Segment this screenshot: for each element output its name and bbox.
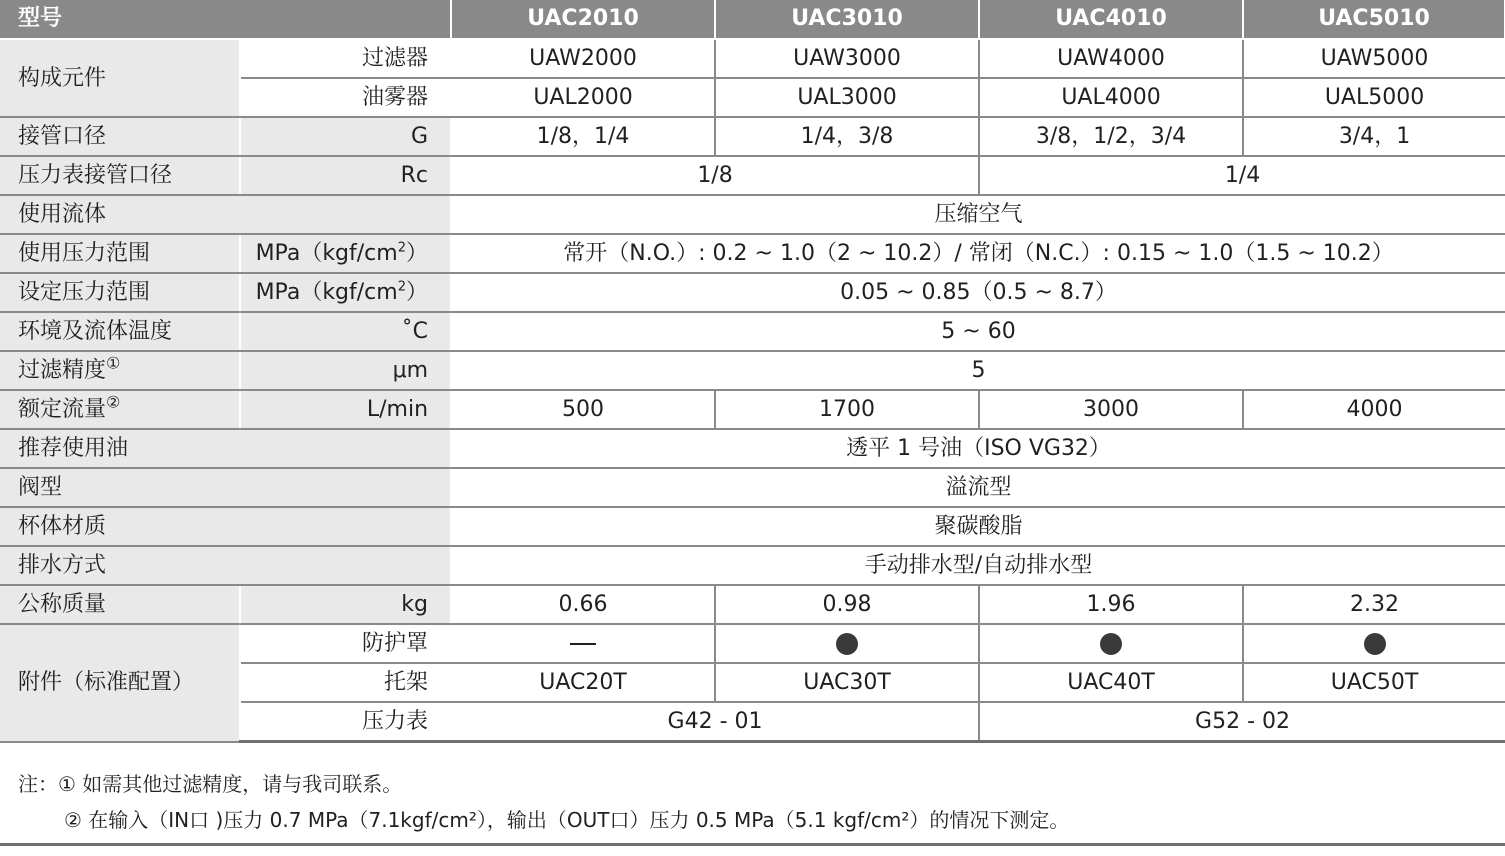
filter-sub-label: 过滤器 — [240, 39, 451, 78]
filter-value: UAW2000 — [451, 39, 715, 78]
gauge-value: G42 - 01 — [451, 702, 979, 742]
fluid-row — [0, 195, 1505, 234]
unit-tail: ） — [406, 280, 429, 305]
port-value: 3/4，1 — [1243, 117, 1505, 156]
model-label: 型号 — [0, 0, 451, 39]
bowl-row — [0, 507, 1505, 546]
temperature-value: 5 ~ 60 — [451, 312, 1505, 351]
oil-label: 推荐使用油 — [0, 429, 451, 468]
weight-value: 0.98 — [715, 585, 979, 624]
unit-superscript: 2 — [397, 279, 406, 295]
weight-row — [0, 585, 1505, 624]
gauge-port-row — [0, 156, 1505, 195]
flow-value: 4000 — [1243, 390, 1505, 429]
valve-label: 阀型 — [0, 468, 451, 507]
lubricator-value: UAL4000 — [979, 78, 1243, 117]
filter-value: UAW5000 — [1243, 39, 1505, 78]
weight-unit: kg — [240, 585, 451, 624]
set-pressure-label: 设定压力范围 — [0, 273, 240, 312]
model-uac5010: UAC5010 — [1243, 0, 1505, 39]
port-label: 接管口径 — [0, 117, 240, 156]
filtration-unit: μm — [240, 351, 451, 390]
flow-unit: L/min — [240, 390, 451, 429]
guard-value — [715, 624, 979, 663]
components-filter-row — [0, 39, 1505, 78]
lubricator-sub-label: 油雾器 — [240, 78, 451, 117]
note-mark-2: ② — [106, 392, 121, 412]
bracket-value: UAC20T — [451, 663, 715, 702]
accessory-guard-row — [0, 624, 1505, 663]
flow-value: 500 — [451, 390, 715, 429]
unit-text: MPa（kgf/cm — [255, 280, 398, 305]
weight-value: 1.96 — [979, 585, 1243, 624]
accessories-label: 附件（标准配置） — [0, 624, 240, 742]
guard-sub-label: 防护罩 — [240, 624, 451, 663]
valve-value: 溢流型 — [451, 468, 1505, 507]
pressure-range-value: 常开（N.O.）: 0.2 ~ 1.0（2 ~ 10.2）/ 常闭（N.C.）: 0.15 ~ 1.0（1.5 ~ 10.2） — [451, 234, 1505, 273]
weight-value: 0.66 — [451, 585, 715, 624]
model-uac3010: UAC3010 — [715, 0, 979, 39]
unit-tail: ） — [406, 241, 429, 266]
drain-label: 排水方式 — [0, 546, 451, 585]
footnote-1: 注：① 如需其他过滤精度，请与我司联系。 — [18, 772, 403, 796]
filter-value: UAW3000 — [715, 39, 979, 78]
drain-row — [0, 546, 1505, 585]
port-unit: G — [240, 117, 451, 156]
gauge-port-value: 1/8 — [451, 156, 979, 195]
included-dot-icon — [1364, 633, 1386, 655]
guard-value — [451, 624, 715, 663]
bottom-divider — [0, 843, 1505, 846]
gauge-port-unit: Rc — [240, 156, 451, 195]
port-value: 3/8，1/2，3/4 — [979, 117, 1243, 156]
note-mark-1: ① — [106, 353, 121, 373]
components-label: 构成元件 — [0, 39, 240, 117]
bracket-value: UAC50T — [1243, 663, 1505, 702]
not-included-dash-icon — [570, 643, 596, 645]
model-uac4010: UAC4010 — [979, 0, 1243, 39]
filtration-label — [0, 351, 240, 390]
gauge-value: G52 - 02 — [979, 702, 1505, 742]
port-value: 1/8，1/4 — [451, 117, 715, 156]
filter-value: UAW4000 — [979, 39, 1243, 78]
fluid-value: 压缩空气 — [451, 195, 1505, 234]
flow-label-text: 额定流量 — [18, 397, 107, 422]
bowl-value: 聚碳酸脂 — [451, 507, 1505, 546]
included-dot-icon — [836, 633, 858, 655]
gauge-port-value: 1/4 — [979, 156, 1505, 195]
footnote-2: ② 在输入（IN口 )压力 0.7 MPa（7.1kgf/cm²），输出（OUT口）压力 0.5 MPa（5.1 kgf/cm²）的情况下测定。 — [64, 808, 1070, 832]
lubricator-value: UAL3000 — [715, 78, 979, 117]
weight-value: 2.32 — [1243, 585, 1505, 624]
unit-superscript: 2 — [397, 240, 406, 256]
pressure-range-row — [0, 234, 1505, 273]
guard-value — [979, 624, 1243, 663]
weight-label: 公称质量 — [0, 585, 240, 624]
set-pressure-unit — [240, 273, 451, 312]
pressure-range-label: 使用压力范围 — [0, 234, 240, 273]
lubricator-value: UAL2000 — [451, 78, 715, 117]
flow-value: 3000 — [979, 390, 1243, 429]
bracket-value: UAC30T — [715, 663, 979, 702]
port-row — [0, 117, 1505, 156]
flow-value: 1700 — [715, 390, 979, 429]
gauge-port-label: 压力表接管口径 — [0, 156, 240, 195]
valve-row — [0, 468, 1505, 507]
gauge-sub-label: 压力表 — [240, 702, 451, 742]
filtration-value: 5 — [451, 351, 1505, 390]
header-row — [0, 0, 1505, 39]
guard-value — [1243, 624, 1505, 663]
pressure-range-unit — [240, 234, 451, 273]
unit-text: MPa（kgf/cm — [255, 241, 398, 266]
temperature-label: 环境及流体温度 — [0, 312, 240, 351]
oil-row — [0, 429, 1505, 468]
port-value: 1/4，3/8 — [715, 117, 979, 156]
filtration-row — [0, 351, 1505, 390]
flow-label — [0, 390, 240, 429]
oil-value: 透平 1 号油（ISO VG32） — [451, 429, 1505, 468]
set-pressure-value: 0.05 ~ 0.85（0.5 ~ 8.7） — [451, 273, 1505, 312]
temperature-row — [0, 312, 1505, 351]
bracket-sub-label: 托架 — [240, 663, 451, 702]
lubricator-value: UAL5000 — [1243, 78, 1505, 117]
model-uac2010: UAC2010 — [451, 0, 715, 39]
filtration-label-text: 过滤精度 — [18, 358, 107, 383]
temperature-unit: ˚C — [240, 312, 451, 351]
bracket-value: UAC40T — [979, 663, 1243, 702]
drain-value: 手动排水型/自动排水型 — [451, 546, 1505, 585]
bowl-label: 杯体材质 — [0, 507, 451, 546]
included-dot-icon — [1100, 633, 1122, 655]
fluid-label: 使用流体 — [0, 195, 451, 234]
flow-row — [0, 390, 1505, 429]
set-pressure-row — [0, 273, 1505, 312]
